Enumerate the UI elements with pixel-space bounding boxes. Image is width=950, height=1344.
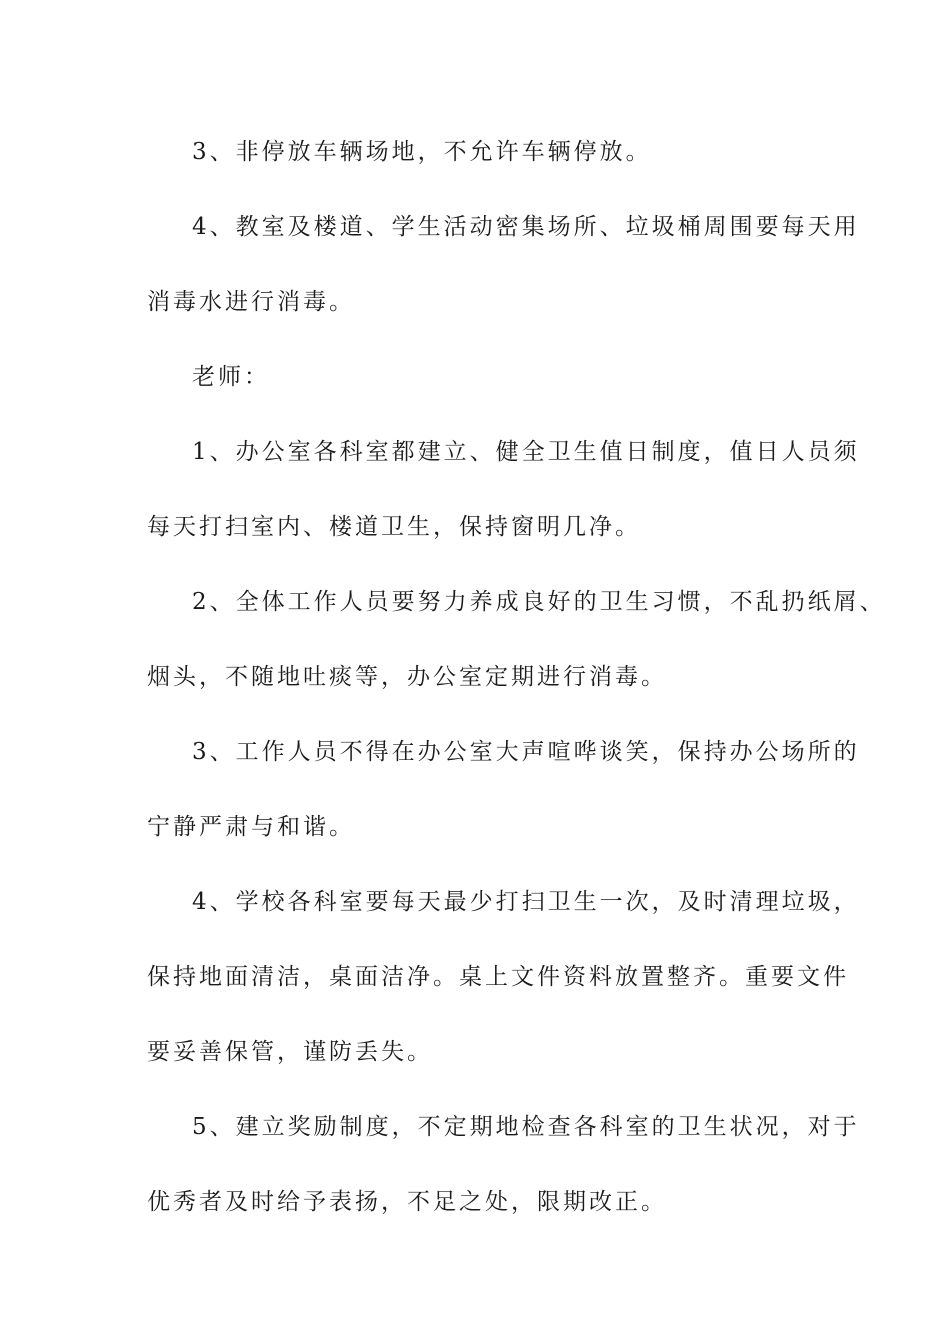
paragraph-line: 每天打扫室内、楼道卫生，保持窗明几净。 — [147, 514, 641, 540]
paragraph-line: 宁静严肃与和谐。 — [147, 814, 355, 840]
paragraph-line: 4、学校各科室要每天最少打扫卫生一次，及时清理垃圾， — [192, 889, 860, 915]
paragraph-line: 要妥善保管，谨防丢失。 — [147, 1039, 433, 1065]
paragraph-line: 优秀者及时给予表扬，不足之处，限期改正。 — [147, 1189, 667, 1215]
paragraph-line: 2、全体工作人员要努力养成良好的卫生习惯，不乱扔纸屑、 — [192, 589, 886, 615]
paragraph-line: 5、建立奖励制度，不定期地检查各科室的卫生状况，对于 — [192, 1114, 860, 1140]
paragraph-line: 3、工作人员不得在办公室大声喧哗谈笑，保持办公场所的 — [192, 739, 860, 765]
paragraph-line: 消毒水进行消毒。 — [147, 289, 355, 315]
paragraph-line: 3、非停放车辆场地，不允许车辆停放。 — [192, 139, 652, 165]
paragraph-line: 烟头，不随地吐痰等，办公室定期进行消毒。 — [147, 664, 667, 690]
paragraph-line: 保持地面清洁，桌面洁净。桌上文件资料放置整齐。重要文件 — [147, 964, 849, 990]
paragraph-line: 4、教室及楼道、学生活动密集场所、垃圾桶周围要每天用 — [192, 214, 860, 240]
paragraph-line: 1、办公室各科室都建立、健全卫生值日制度，值日人员须 — [192, 439, 860, 465]
section-heading: 老师： — [192, 364, 270, 390]
